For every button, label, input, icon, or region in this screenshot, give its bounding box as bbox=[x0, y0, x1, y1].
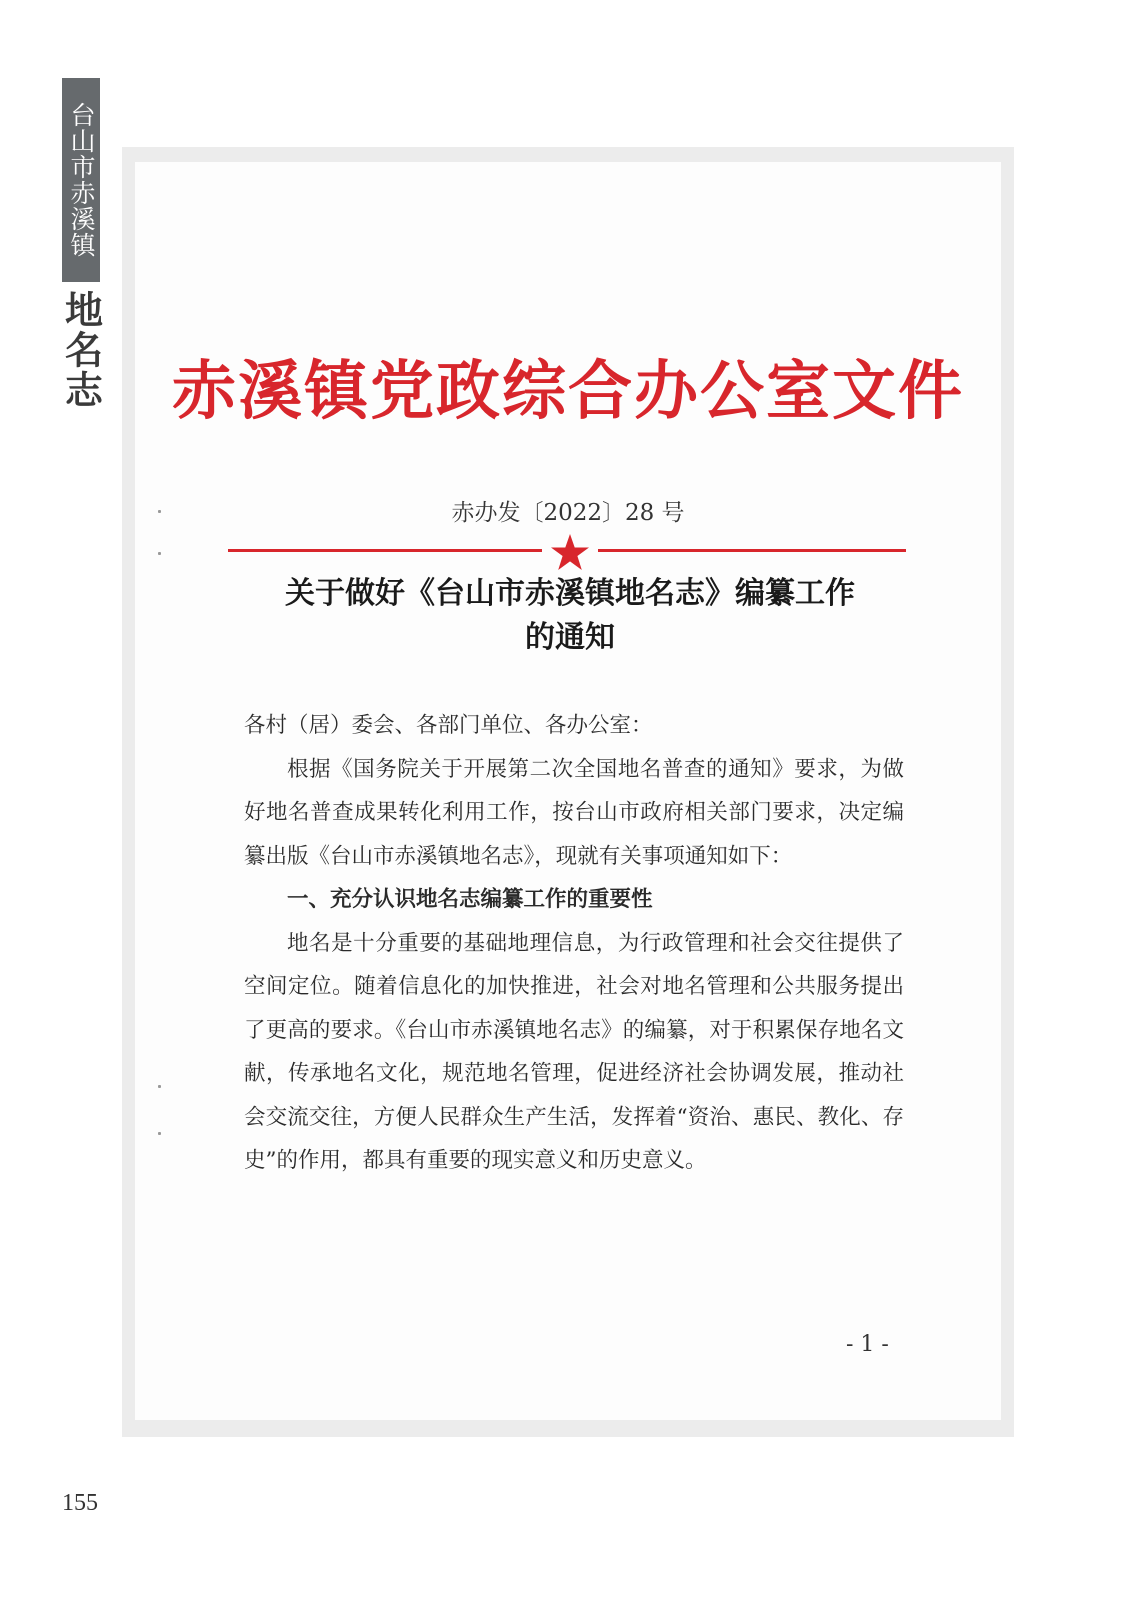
section-heading-1: 一、充分认识地名志编纂工作的重要性 bbox=[287, 887, 653, 912]
notice-title-line2: 的通知 bbox=[525, 620, 615, 655]
notice-title bbox=[230, 572, 910, 660]
notice-title-line1: 关于做好《台山市赤溪镇地名志》编纂工作 bbox=[285, 576, 855, 611]
red-star-icon bbox=[550, 532, 590, 572]
side-tab bbox=[62, 78, 100, 282]
side-tab-label: 台山市赤溪镇 bbox=[67, 102, 96, 258]
salutation: 各村（居）委会、各部门单位、各办公室： bbox=[244, 713, 653, 738]
scan-speck bbox=[158, 552, 161, 555]
scan-speck bbox=[158, 1132, 161, 1135]
document-page-number: - 1 - bbox=[846, 1332, 889, 1357]
paragraph-2: 地名是十分重要的基础地理信息，为行政管理和社会交往提供了空间定位。随着信息化的加快推进，社会对地名管理和公共服务提出了更高的要求。《台山市赤溪镇地名志》的编纂，对于积累保存地名文献，传承地名文化，规范地名管理，促进经济社会协调发展，推动社会交流交往，方便人民群众生产生活，发挥着“资治、惠民、教化、存史”的作用，都具有重要的现实意义和历史意义。 bbox=[244, 930, 904, 1173]
side-title: 地名志 bbox=[58, 290, 103, 410]
paragraph-1: 根据《国务院关于开展第二次全国地名普查的通知》要求，为做好地名普查成果转化利用工作，按台山市政府相关部门要求，决定编纂出版《台山市赤溪镇地名志》，现就有关事项通知如下： bbox=[244, 756, 904, 869]
red-rule-left bbox=[228, 549, 542, 552]
document-number: 赤办发〔2022〕28 号 bbox=[451, 500, 685, 526]
scan-speck bbox=[158, 1085, 161, 1088]
document-header-title: 赤溪镇党政综合办公室文件 bbox=[172, 354, 964, 429]
red-rule-right bbox=[598, 549, 906, 552]
book-page-number: 155 bbox=[62, 1490, 98, 1516]
document-body bbox=[244, 704, 904, 1183]
